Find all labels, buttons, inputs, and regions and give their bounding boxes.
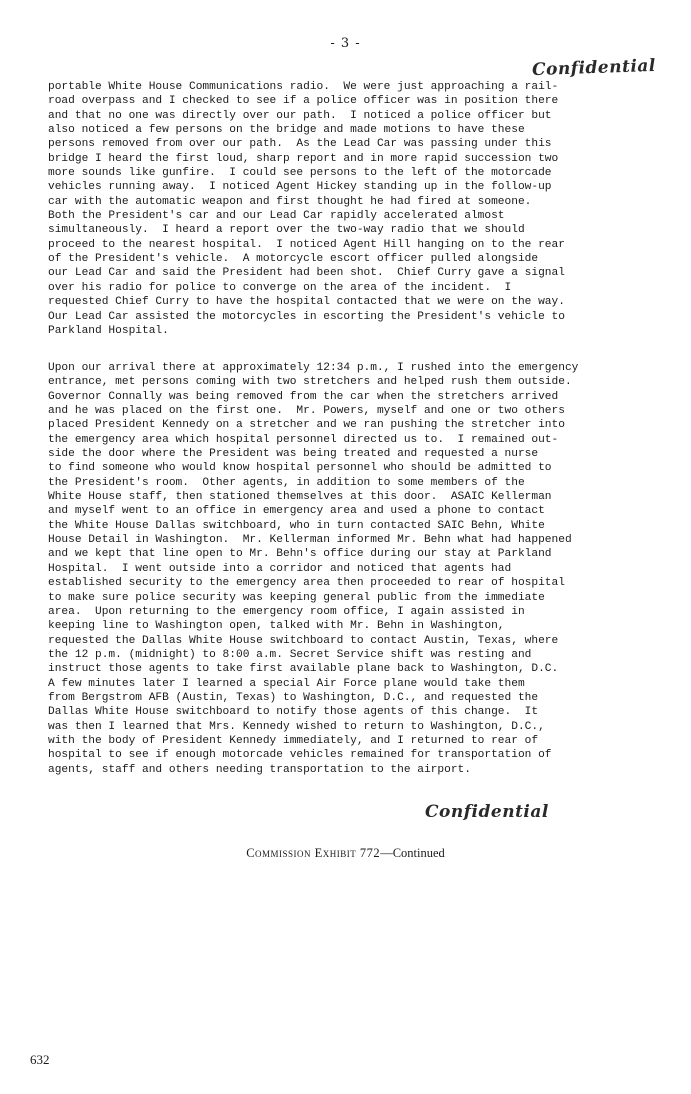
exhibit-caption-title: Commission Exhibit 772 — [246, 846, 381, 860]
confidential-stamp-bottom: Confidential — [425, 802, 549, 822]
page-number-top: - 3 - — [330, 36, 361, 51]
exhibit-caption-suffix: —Continued — [380, 846, 445, 860]
exhibit-caption — [0, 846, 691, 861]
paragraph-2: Upon our arrival there at approximately 12:34 p.m., I rushed into the emergency entrance, met persons coming with two stretchers and helped rush them outside. Governor Connally was being removed from the car when the stretchers arrived and he was placed on the first one. Mr. Powers, myself and one or two others placed President Kennedy on a stretcher and we ran pushing the stretcher into the emergency area which hospital personnel directed us to. I remained out- side the door where the President was being treated and requested a nurse to find someone who would know hospital personnel who should be admitted to the President's room. Other agents, in addition to some members of the White House staff, then stationed themselves at this door. ASAIC Kellerman and myself went to an office in emergency area and used a phone to contact the White House Dallas switchboard, who in turn contacted SAIC Behn, White House Detail in Washington. Mr. Kellerman informed Mr. Behn what had happened and we kept that line open to Mr. Behn's office during our stay at Parkland Hospital. I went outside into a corridor and noticed that agents had established security to the emergency area then proceeded to rear of hospital to make sure police security was keeping general public from the immediate area. Upon returning to the emergency room office, I again assisted in keeping line to Washington open, talked with Mr. Behn in Washington, requested the Dallas White House switchboard to contact Austin, Texas, where the 12 p.m. (midnight) to 8:00 a.m. Secret Service shift was resting and instruct those agents to take first available plane back to Washington, D.C. A few minutes later I learned a special Air Force plane would take them from Bergstrom AFB (Austin, Texas) to Washington, D.C., and requested the Dallas White House switchboard to notify those agents of this change. It was then I learned that Mrs. Kennedy wished to return to Washington, D.C., with the body of President Kennedy immediately, and I returned to rear of hospital to see if enough motorcade vehicles remained for transportation of agents, staff and others needing transportation to the airport. — [48, 362, 579, 776]
paragraph-1: portable White House Communications radio. We were just approaching a rail- road overpass and I checked to see if a police officer was in position there and that no one was directly over our path. I noticed a police officer but also noticed a few persons on the bridge and made motions to have these persons removed from over our path. As the Lead Car was passing under this bridge I heard the first loud, sharp report and in more rapid succession two more sounds like gunfire. I could see persons to the left of the motorcade vehicles running away. I noticed Agent Hickey standing up in the follow-up car with the automatic weapon and first thought he had fired at someone. Both the President's car and our Lead Car rapidly accelerated almost simultaneously. I heard a report over the two-way radio that we should proceed to the nearest hospital. I noticed Agent Hill hanging on to the rear of the President's vehicle. A motorcycle escort officer pulled alongside our Lead Car and said the President had been shot. Chief Curry gave a signal over his radio for police to converge on the area of the incident. I requested Chief Curry to have the hospital contacted that we were on the way. Our Lead Car assisted the motorcycles in escorting the President's vehicle to Parkland Hospital. — [48, 81, 565, 337]
confidential-stamp-top: Confidential — [531, 55, 657, 81]
page-number-bottom: 632 — [30, 1052, 50, 1067]
